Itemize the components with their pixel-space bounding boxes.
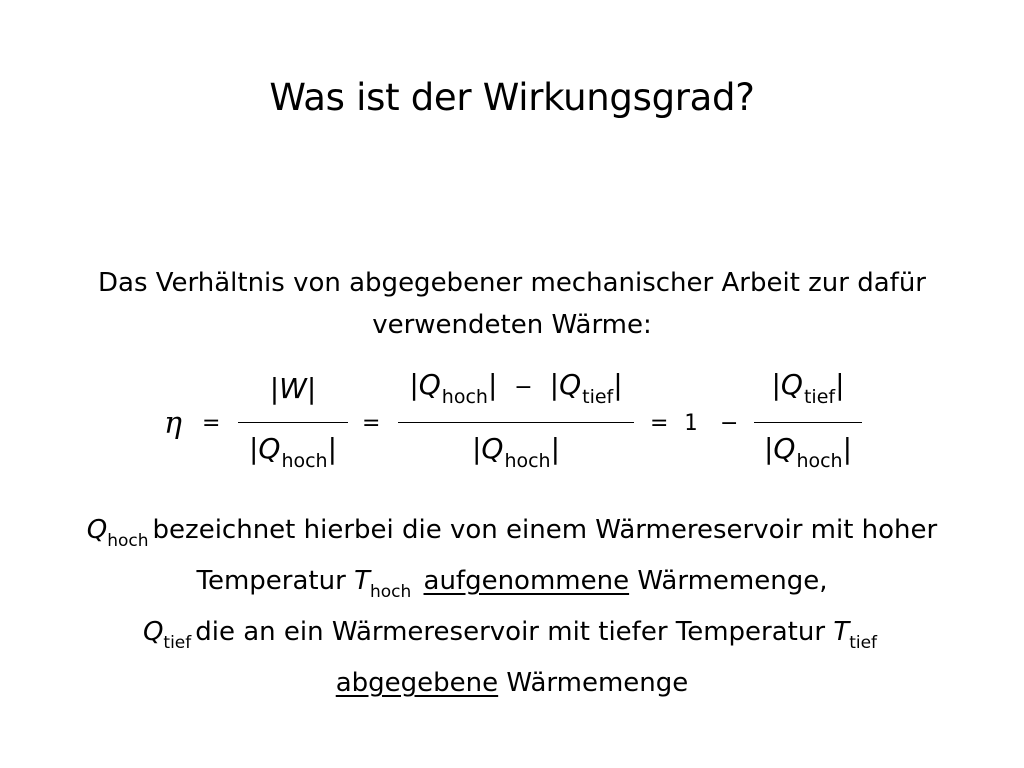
description-line-2: Temperatur $T_{hoch}$ aufgenommene Wärmemenge,	[196, 566, 828, 602]
formula-description	[20, 506, 1004, 707]
fraction-3-bar	[754, 422, 862, 423]
fraction-2-denominator: $|Q_{hoch}|$	[471, 432, 561, 472]
intro-line-2: verwendeten Wärme:	[372, 310, 652, 340]
underlined-aufgenommene: aufgenommene	[423, 566, 630, 596]
description-line-3: $Q_{tief}$ die an ein Wärmereservoir mit tiefer Temperatur $T_{tief}$	[142, 617, 878, 653]
fraction-1-numerator: |W|	[269, 372, 317, 405]
efficiency-formula	[150, 366, 890, 476]
slide-title: Was ist der Wirkungsgrad?	[269, 76, 755, 119]
equals-sign-2: =	[362, 411, 381, 436]
description-line-1: $Q_{hoch}$ bezeichnet hierbei die von einem Wärmereservoir mit hoher	[86, 515, 938, 551]
description-line-4: abgegebene Wärmemenge	[335, 668, 689, 698]
intro-line-1: Das Verhältnis von abgegebener mechanischer Arbeit zur dafür	[97, 268, 926, 298]
intro-text	[60, 262, 964, 346]
fraction-3-denominator: $|Q_{hoch}|$	[763, 432, 853, 472]
equals-sign-1: =	[202, 411, 221, 436]
fraction-1-denominator: $|Q_{hoch}|$	[248, 432, 338, 472]
equals-sign-3: =	[650, 411, 669, 436]
minus-sign: −	[720, 411, 739, 436]
number-one: 1	[684, 411, 698, 436]
fraction-2-bar	[398, 422, 634, 423]
underlined-abgegebene: abgegebene	[335, 668, 499, 698]
fraction-2-numerator: $|Q_{hoch}| - |Q_{tief}|$	[409, 368, 623, 408]
eta-symbol: η	[164, 406, 182, 441]
fraction-3-numerator: $|Q_{tief}|$	[771, 368, 845, 408]
fraction-1-bar	[238, 422, 348, 423]
